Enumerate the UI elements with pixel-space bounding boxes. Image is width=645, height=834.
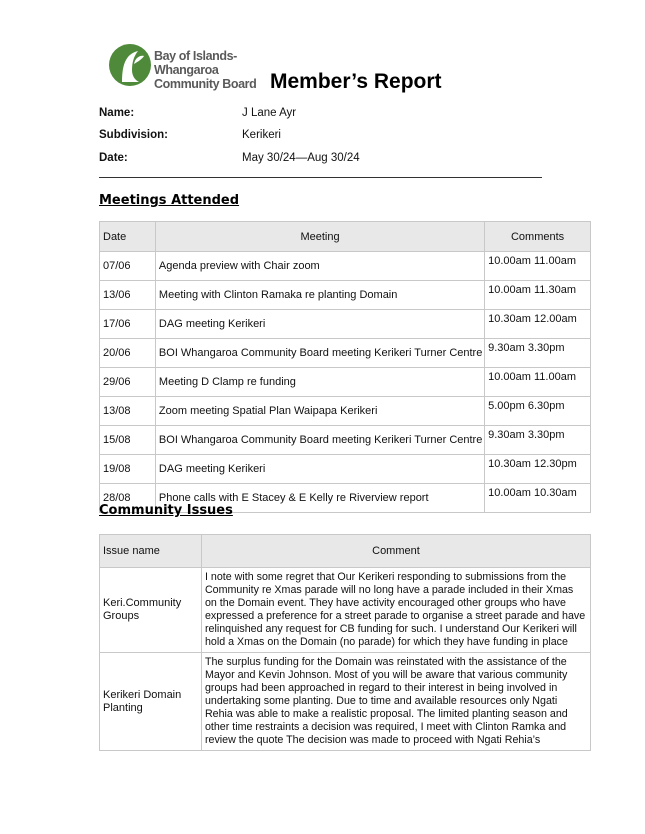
date-label: Date: [99,152,128,164]
meeting-title: DAG meeting Kerikeri [155,310,484,339]
name-value: J Lane Ayr [242,107,297,119]
meeting-date: 19/08 [100,455,156,484]
meeting-title: Meeting with Clinton Ramaka re planting Domain [155,281,484,310]
date-value: May 30/24—Aug 30/24 [242,152,360,164]
table-row [100,368,591,397]
community-issues-table [99,534,591,751]
subdivision-label: Subdivision: [99,129,168,141]
table-row [100,653,591,751]
meetings-table [99,221,591,513]
meeting-date: 13/08 [100,397,156,426]
meeting-title: Phone calls with E Stacey & E Kelly re Riverview report [155,484,484,513]
meeting-title: DAG meeting Kerikeri [155,455,484,484]
meeting-date: 20/06 [100,339,156,368]
issue-name: Keri.Community Groups [100,568,202,653]
meeting-date: 13/06 [100,281,156,310]
divider [99,177,542,178]
meeting-date: 17/06 [100,310,156,339]
meeting-comment: 10.00am 10.30am [485,484,591,513]
issue-name: Kerikeri Domain Planting [100,653,202,751]
meetings-heading: Meetings Attended [99,193,240,208]
table-row [100,252,591,281]
column-header-comments: Comments [485,222,591,252]
table-header-row [100,535,591,568]
page-title: Member’s Report [270,70,442,93]
meeting-date: 29/06 [100,368,156,397]
meeting-comment: 5.00pm 6.30pm [485,397,591,426]
meeting-comment: 10.00am 11.00am [485,368,591,397]
table-row [100,455,591,484]
logo-line-2: Community Board [154,77,257,91]
community-board-logo [108,42,278,90]
column-header-meeting: Meeting [155,222,484,252]
column-header-issue-name: Issue name [100,535,202,568]
table-row [100,281,591,310]
meeting-date: 15/08 [100,426,156,455]
name-label: Name: [99,107,135,119]
fern-logo-icon [108,42,152,88]
subdivision-value: Kerikeri [242,129,281,141]
meeting-title: Agenda preview with Chair zoom [155,252,484,281]
meeting-date: 07/06 [100,252,156,281]
column-header-date: Date [100,222,156,252]
table-row [100,339,591,368]
column-header-comment: Comment [201,535,590,568]
meeting-comment: 10.00am 11.30am [485,281,591,310]
meeting-comment: 9.30am 3.30pm [485,426,591,455]
community-issues-heading: Community Issues [99,503,233,518]
table-row [100,426,591,455]
table-row [100,310,591,339]
meeting-title: BOI Whangaroa Community Board meeting Kerikeri Turner Centre [155,339,484,368]
meeting-date: 28/08 [100,484,156,513]
issue-comment: The surplus funding for the Domain was reinstated with the assistance of the Mayor and Kevin Johnson. Most of you will be aware that various community groups had been approached in regard to their interest in being involved in undertaking some planting. Due to time and available resources only Ngati Rehia was able to make a realistic proposal. The limited planting season and other time restraints a decision was required, I meet with Clinton Ramka and review the quote The decision was made to proceed with Ngati Rehia’s [201,653,590,751]
meeting-title: BOI Whangaroa Community Board meeting Kerikeri Turner Centre [155,426,484,455]
table-header-row [100,222,591,252]
logo-line-1: Bay of Islands-Whangaroa [154,49,237,77]
meeting-comment: 10.30am 12.00am [485,310,591,339]
meeting-comment: 10.30am 12.30pm [485,455,591,484]
meeting-title: Meeting D Clamp re funding [155,368,484,397]
table-row [100,397,591,426]
issue-comment: I note with some regret that Our Kerikeri responding to submissions from the Community re Xmas parade will no long have a parade included in their Xmas on the Domain event. They have activity encouraged other groups who have expressed a preference for a street parade to organise a street parade and have relinquished any request for CB funding for such. I understand Our Kerikeri will hold a Xmas on the Domain (no parade) for which they have funding in place [201,568,590,653]
meeting-title: Zoom meeting Spatial Plan Waipapa Kerikeri [155,397,484,426]
meeting-comment: 9.30am 3.30pm [485,339,591,368]
meeting-comment: 10.00am 11.00am [485,252,591,281]
table-row [100,568,591,653]
